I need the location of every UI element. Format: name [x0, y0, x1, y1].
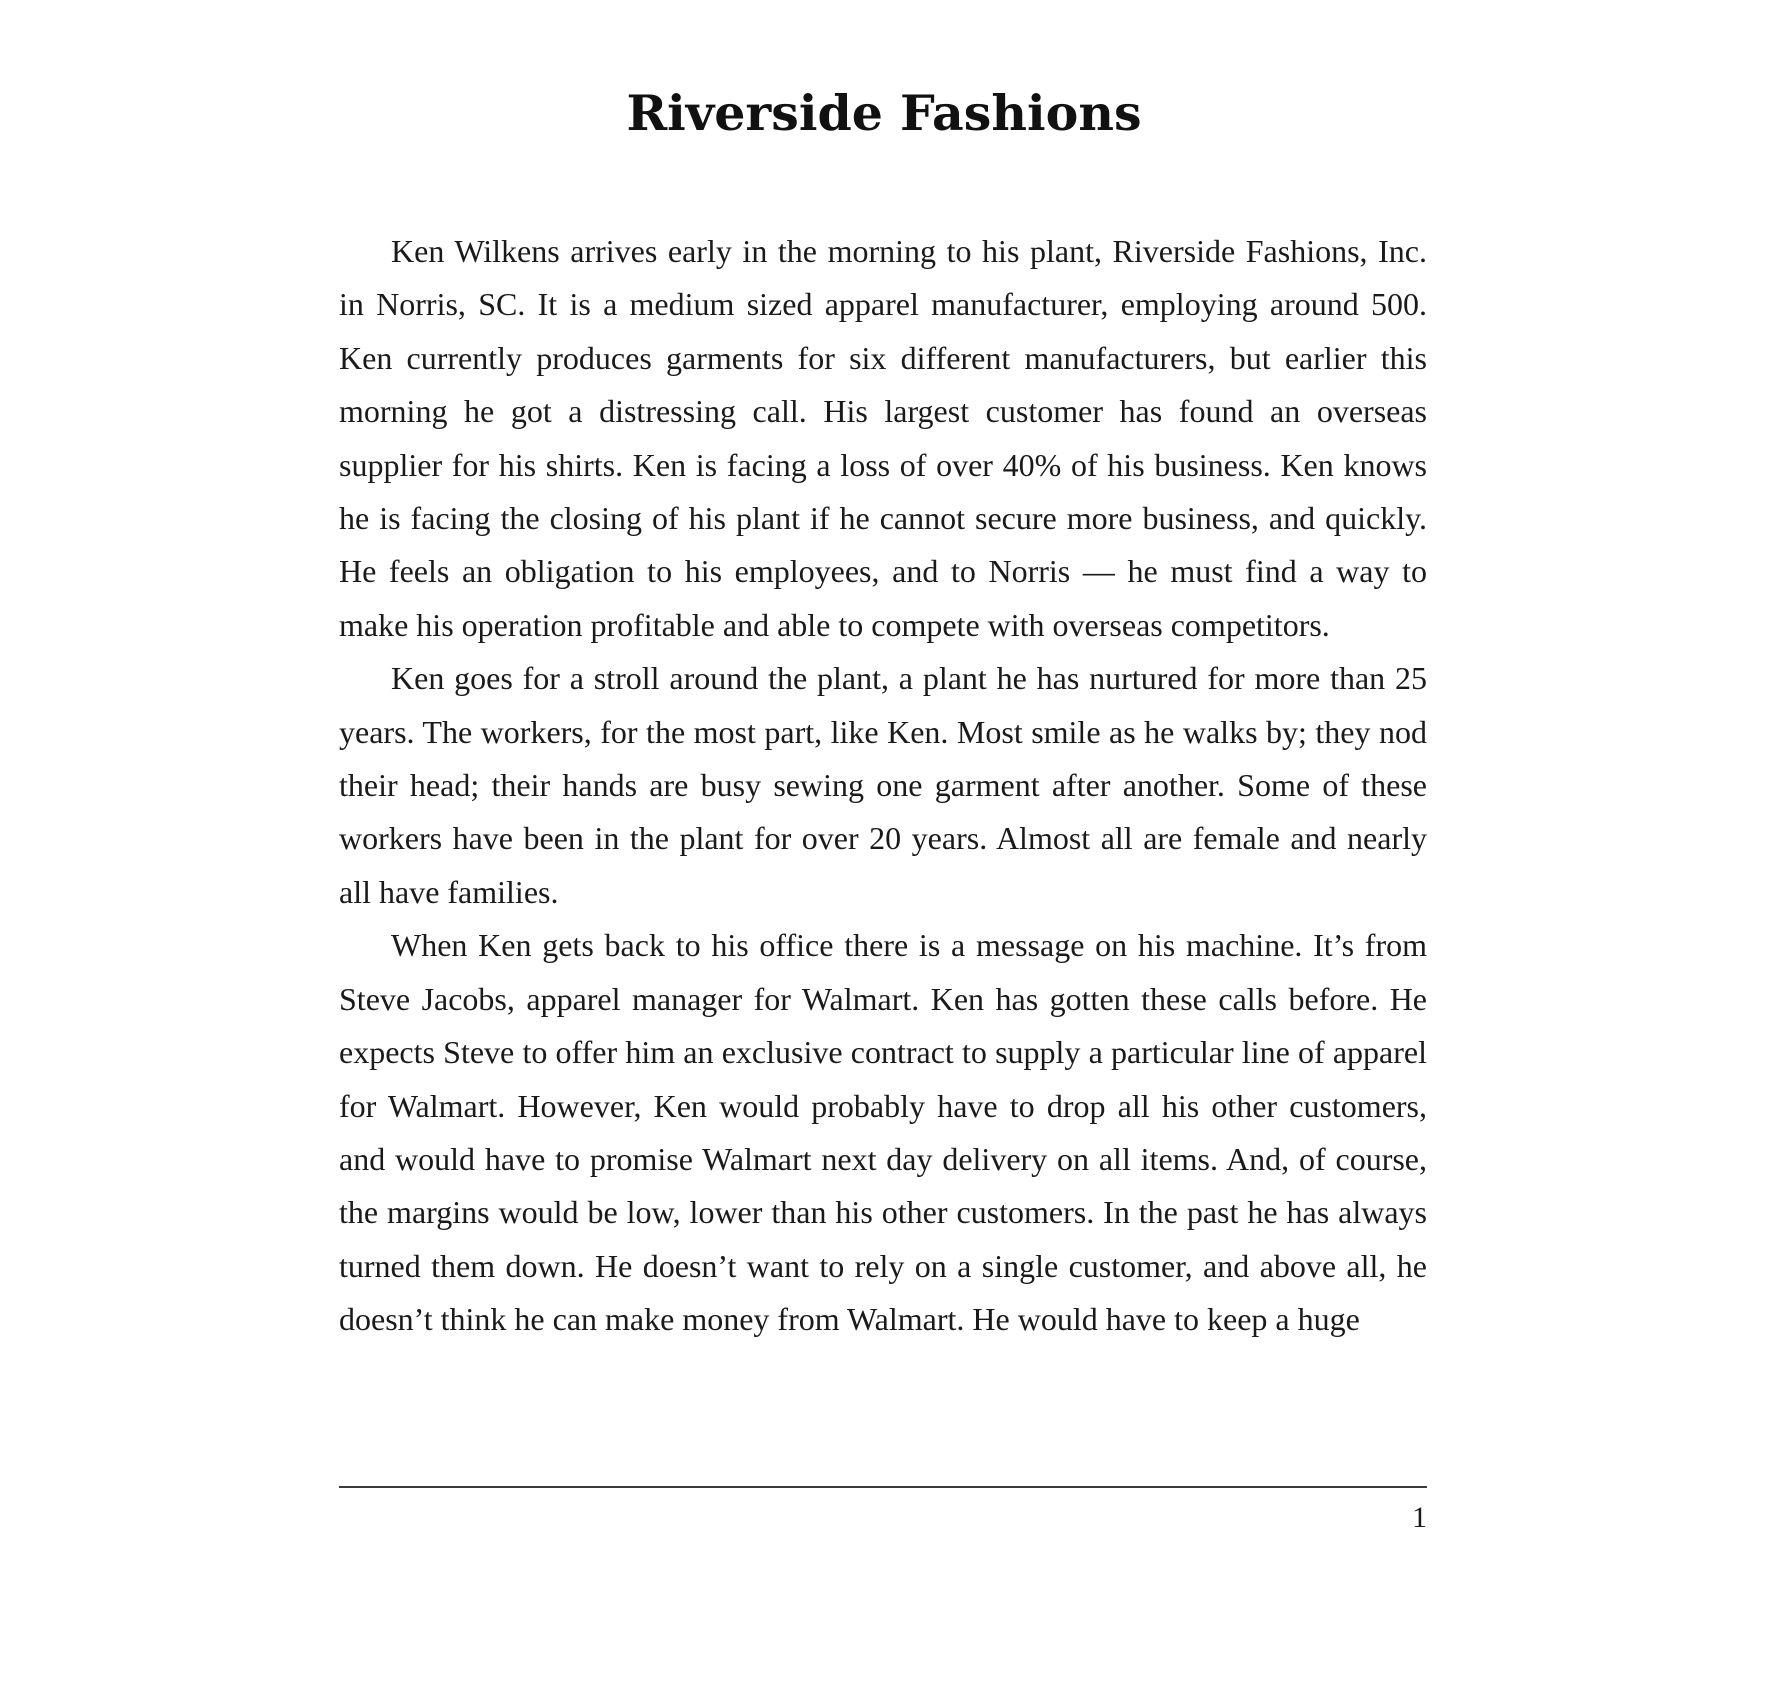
footer-divider: [339, 1486, 1427, 1488]
page-number: 1: [1412, 1501, 1427, 1534]
paragraph-3: When Ken gets back to his office there is a message on his machine. It’s from Steve Jacobs, apparel manager for Walmart. Ken has gotten these calls before. He expects Steve to offer him an exclusive contract to supply a particular line of apparel for Walmart. However, Ken would probably have to drop all his other customers, and would have to promise Walmart next day delivery on all items. And, of course, the margins would be low, lower than his other customers. In the past he has always turned them down. He doesn’t want to rely on a single customer, and above all, he doesn’t think he can make money from Walmart. He would have to keep a huge: [339, 927, 1427, 1338]
document-title: Riverside Fashions: [626, 84, 1142, 142]
paragraph-1: Ken Wilkens arrives early in the morning to his plant, Riverside Fashions, Inc. in Norris, SC. It is a medium sized apparel manufacturer, employing around 500. Ken currently produces garments for six different manufacturers, but earlier this morning he got a distressing call. His largest customer has found an overseas supplier for his shirts. Ken is facing a loss of over 40% of his business. Ken knows he is facing the closing of his plant if he cannot secure more business, and quickly. He feels an obligation to his employees, and to Norris — he must find a way to make his operation profitable and able to compete with overseas competitors.: [339, 233, 1427, 643]
paragraph-2: Ken goes for a stroll around the plant, a plant he has nurtured for more than 25 years. The workers, for the most part, like Ken. Most smile as he walks by; they nod their head; their hands are busy sewing one garment after another. Some of these workers have been in the plant for over 20 years. Almost all are female and nearly all have families.: [339, 660, 1427, 910]
document-body: [339, 225, 1427, 1347]
